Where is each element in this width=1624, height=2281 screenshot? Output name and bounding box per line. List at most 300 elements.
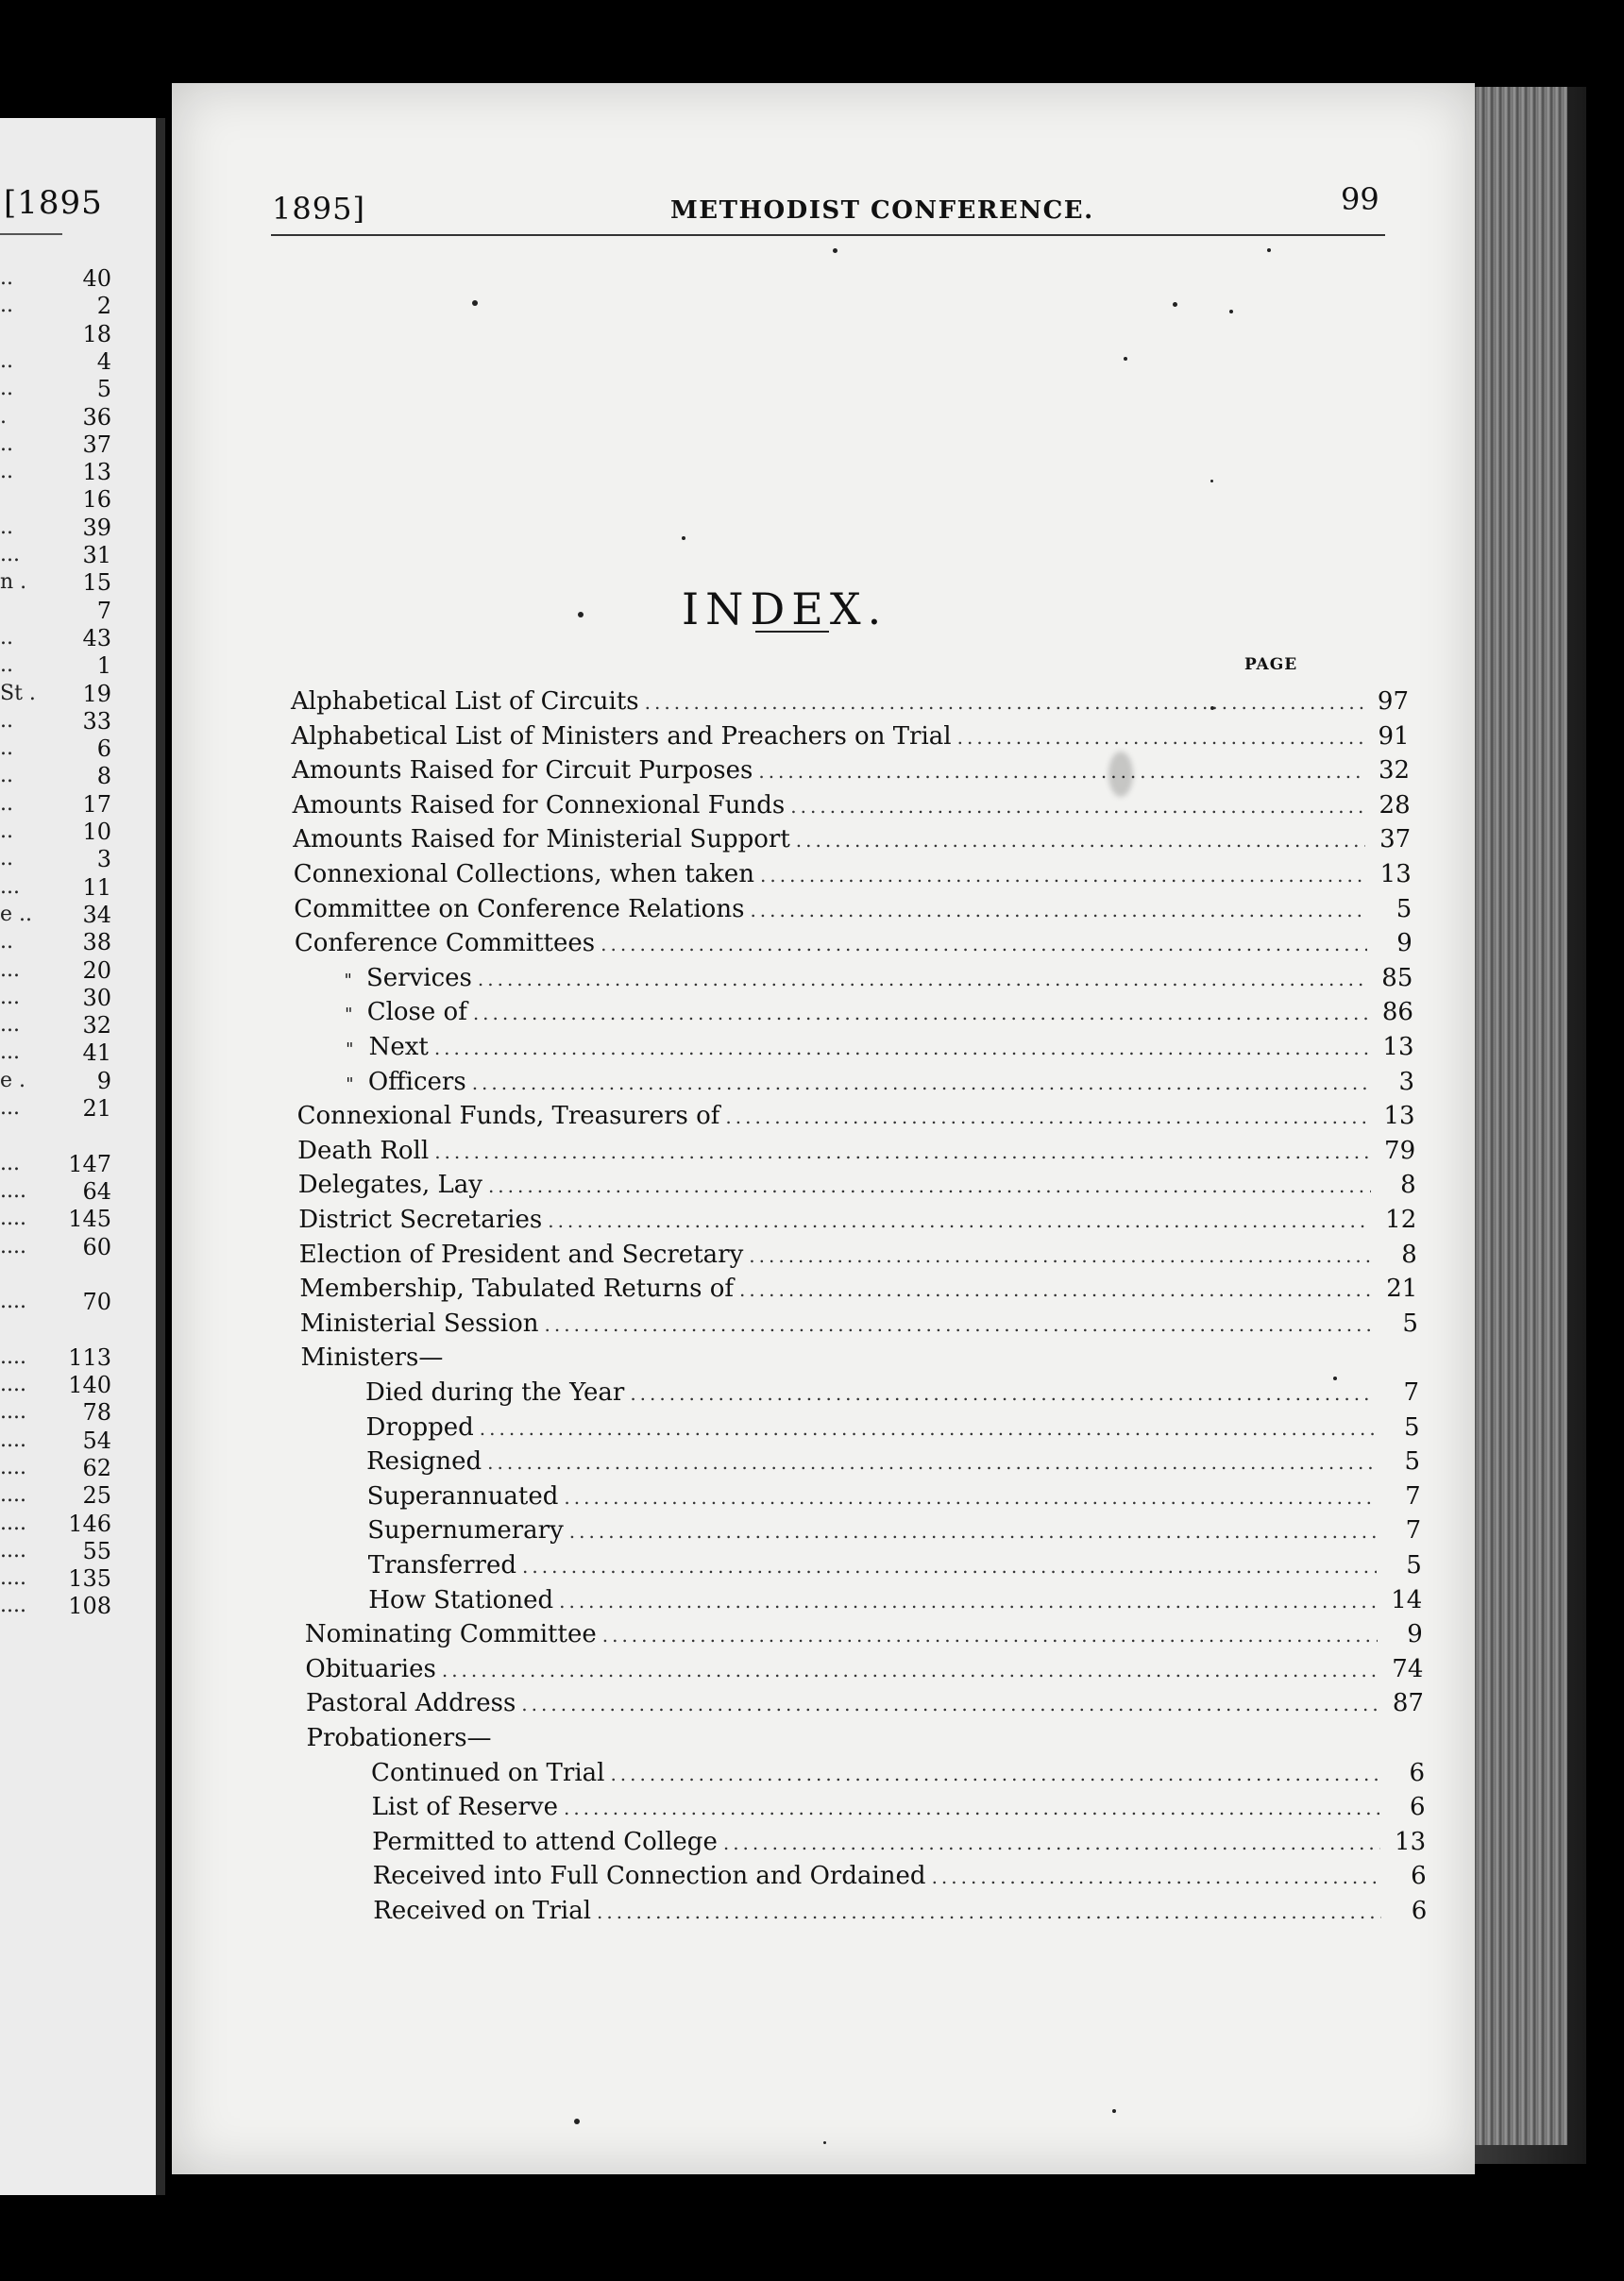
- index-entry-page: 6: [1411, 1897, 1428, 1925]
- left-page-row-prefix: ..: [0, 708, 13, 733]
- left-page-row-prefix: n .: [0, 570, 27, 595]
- index-entry: [371, 1759, 1425, 1791]
- left-page-row-prefix: ..: [0, 736, 13, 761]
- dot-leader: [749, 1244, 1372, 1267]
- ink-smudge: [1108, 752, 1133, 797]
- left-page-row-number: 30: [82, 984, 111, 1011]
- dot-leader: [957, 726, 1364, 749]
- index-entry-page: 7: [1403, 1378, 1419, 1407]
- left-page-row: [0, 1150, 111, 1178]
- left-page-row-number: 60: [82, 1233, 111, 1260]
- dot-leader: [522, 1555, 1377, 1578]
- dot-leader: [601, 933, 1367, 955]
- left-page-row: [0, 458, 111, 486]
- left-page-row-prefix: [0, 1122, 74, 1150]
- left-facing-page: [0, 118, 165, 2195]
- index-entry-label: Committee on Conference Relations: [294, 894, 745, 923]
- left-page-row-number: 38: [82, 929, 111, 956]
- index-entry-page: 14: [1391, 1585, 1423, 1614]
- index-entry-page: 97: [1377, 687, 1409, 716]
- index-entry-page: 5: [1406, 1551, 1422, 1580]
- left-page-row: [0, 1564, 111, 1593]
- index-entry: [368, 1586, 1422, 1618]
- left-page-row-prefix: ...: [0, 1151, 20, 1175]
- index-entry-page: 7: [1405, 1516, 1422, 1546]
- index-entry-label: Connexional Funds, Treasurers of: [296, 1102, 720, 1131]
- dot-leader: [630, 1382, 1374, 1405]
- dust-speck: [1112, 2109, 1116, 2113]
- index-entry-label: Dropped: [365, 1412, 474, 1442]
- dust-speck: [682, 536, 685, 540]
- index-entry: [373, 1862, 1427, 1894]
- index-entry-page: 86: [1381, 998, 1413, 1027]
- left-page-row: [0, 320, 111, 348]
- left-page-row-prefix: ...: [0, 1013, 20, 1038]
- index-entry: [300, 1343, 1418, 1376]
- left-page-row-prefix: ..: [0, 460, 13, 484]
- left-page-row: [0, 1398, 111, 1427]
- dot-leader: [480, 1417, 1375, 1440]
- left-page-row-number: 20: [82, 956, 111, 984]
- ditto-mark: ": [344, 970, 352, 990]
- index-entry-label: Pastoral Address: [305, 1689, 516, 1718]
- left-page-row-number: 6: [96, 735, 111, 763]
- left-page-row-prefix: ....: [0, 1178, 26, 1203]
- left-page-row: [0, 541, 111, 569]
- left-page-row: [0, 375, 111, 403]
- dust-speck: [1124, 357, 1127, 361]
- index-entry-page: 21: [1386, 1275, 1418, 1304]
- left-page-row-number: 9: [96, 1067, 111, 1094]
- left-page-row-prefix: ....: [0, 1511, 26, 1535]
- left-page-row-number: 135: [68, 1565, 111, 1593]
- left-page-row: [0, 1011, 111, 1039]
- left-page-row-number: 37: [82, 431, 111, 458]
- left-page-row-prefix: ....: [0, 1594, 26, 1618]
- left-page-row-prefix: ..: [0, 847, 13, 871]
- left-page-row: [0, 347, 111, 376]
- left-page-row-number: 64: [82, 1177, 111, 1205]
- left-page-row: [0, 1454, 111, 1482]
- left-page-row-prefix: ....: [0, 1428, 26, 1452]
- left-page-row-prefix: ....: [0, 1234, 26, 1259]
- dust-speck: [1267, 248, 1271, 252]
- left-page-row: [0, 597, 111, 625]
- page-column-label: PAGE: [1244, 655, 1298, 674]
- index-entry: [373, 1897, 1427, 1929]
- header-year: 1895]: [272, 191, 365, 227]
- left-page-row-number: 140: [68, 1372, 111, 1398]
- index-entry-label: Amounts Raised for Ministerial Support: [293, 825, 790, 854]
- left-page-row: [0, 1343, 111, 1372]
- left-page-row: [0, 624, 111, 652]
- index-entry-page: 13: [1382, 1033, 1414, 1061]
- dot-leader: [725, 1106, 1369, 1128]
- dot-leader: [548, 1209, 1371, 1232]
- index-entry-label: Received on Trial: [373, 1897, 592, 1925]
- index-entry-page: 85: [1381, 963, 1413, 992]
- dust-speck: [823, 2141, 826, 2144]
- left-page-row-number: 16: [82, 486, 111, 514]
- left-page-row: [0, 1592, 111, 1620]
- left-page-row-prefix: ...: [0, 543, 20, 566]
- left-page-row-prefix: ...: [0, 1096, 20, 1120]
- index-entry: [372, 1828, 1426, 1860]
- left-page-row: [0, 1537, 111, 1565]
- left-page-row-prefix: ...: [0, 874, 20, 899]
- left-page-row-prefix: ..: [0, 377, 13, 401]
- index-entry-label: Nominating Committee: [304, 1620, 597, 1649]
- left-page-row: [0, 680, 111, 708]
- dot-leader: [597, 1901, 1381, 1923]
- left-page-rule: [0, 233, 62, 235]
- left-page-row-number: 19: [82, 680, 111, 707]
- index-entry: [300, 1309, 1418, 1342]
- left-page-row: [0, 1315, 111, 1343]
- index-entry-label: How Stationed: [368, 1585, 554, 1614]
- index-entry-label: Conference Committees: [294, 929, 596, 958]
- index-entry: [297, 1137, 1415, 1169]
- left-page-row-prefix: ..: [0, 515, 13, 539]
- left-page-row: [0, 568, 111, 597]
- dust-speck: [1173, 302, 1177, 307]
- left-page-row-prefix: [0, 597, 74, 625]
- left-page-row-prefix: ....: [0, 1538, 26, 1563]
- left-page-row: [0, 1039, 111, 1067]
- header-title: METHODIST CONFERENCE.: [670, 196, 1094, 225]
- index-entry: [297, 1102, 1415, 1134]
- index-entry-label: Membership, Tabulated Returns of: [299, 1275, 735, 1304]
- left-page-row: [0, 1233, 111, 1261]
- dot-leader: [760, 864, 1366, 887]
- left-page-row-number: 5: [96, 376, 111, 403]
- index-entry: [366, 1447, 1420, 1479]
- index-entry-label: Connexional Collections, when taken: [293, 860, 755, 888]
- dot-leader: [790, 795, 1364, 818]
- left-page-row-prefix: ..: [0, 294, 13, 318]
- left-page-row-number: 13: [82, 459, 111, 486]
- left-page-row-number: 3: [96, 846, 111, 873]
- left-page-row: [0, 264, 111, 293]
- left-page-row-number: 39: [82, 514, 111, 541]
- left-page-row: [0, 818, 111, 846]
- index-entry-page: 5: [1404, 1447, 1421, 1477]
- index-page: [172, 83, 1475, 2174]
- index-entry-page: 12: [1385, 1206, 1417, 1234]
- left-page-row: [0, 1371, 111, 1399]
- index-entry-page: 8: [1400, 1171, 1416, 1200]
- left-page-row-number: 113: [68, 1343, 111, 1371]
- left-page-row: [0, 431, 111, 459]
- index-entry-label: Amounts Raised for Connexional Funds: [292, 790, 786, 819]
- dot-leader: [610, 1763, 1379, 1785]
- dot-leader: [796, 829, 1365, 852]
- left-page-row-number: 21: [82, 1095, 111, 1122]
- dot-leader: [569, 1520, 1376, 1543]
- index-entry: [293, 825, 1411, 857]
- index-entry-label: Resigned: [366, 1447, 482, 1477]
- left-page-row: [0, 403, 111, 431]
- index-entry-label: Next: [368, 1033, 429, 1061]
- dot-leader: [932, 1866, 1381, 1888]
- header-page-number: 99: [1341, 181, 1379, 217]
- index-entry-page: 28: [1379, 790, 1411, 819]
- index-entry: [299, 1241, 1417, 1273]
- left-page-row: [0, 1067, 111, 1095]
- dot-leader: [564, 1486, 1375, 1509]
- index-entry: [298, 1206, 1416, 1238]
- dot-leader: [564, 1797, 1380, 1819]
- index-entry: [368, 1551, 1422, 1583]
- left-page-row-prefix: ....: [0, 1373, 26, 1396]
- left-page-row-prefix: ....: [0, 1400, 26, 1425]
- left-page-row: [0, 1510, 111, 1538]
- index-entry: [366, 1413, 1420, 1445]
- left-page-row-number: 70: [82, 1289, 111, 1316]
- left-page-row: [0, 1481, 111, 1510]
- left-page-row-number: 25: [82, 1482, 111, 1510]
- index-entry-label: Officers: [367, 1067, 466, 1096]
- index-entry-label: District Secretaries: [298, 1206, 543, 1234]
- index-entry-label: Permitted to attend College: [372, 1827, 718, 1856]
- left-page-row-prefix: ....: [0, 1566, 26, 1591]
- left-page-year: [1895: [4, 184, 103, 222]
- index-entry: [292, 756, 1410, 788]
- left-page-row-prefix: [0, 1315, 74, 1343]
- dot-leader: [645, 691, 1363, 714]
- dot-leader: [750, 899, 1366, 921]
- left-page-row: [0, 762, 111, 790]
- left-page-row-number: 146: [68, 1510, 111, 1537]
- index-entry: [306, 1689, 1424, 1721]
- index-entry: [299, 1275, 1417, 1307]
- index-entry-page: 87: [1392, 1689, 1424, 1718]
- left-page-row-number: 33: [82, 707, 111, 735]
- left-page-row: [0, 651, 111, 680]
- index-entry-label: Probationers—: [306, 1724, 492, 1752]
- left-page-row-number: 55: [82, 1537, 111, 1564]
- left-page-row-number: 7: [96, 597, 111, 624]
- left-page-row-number: 43: [82, 624, 111, 651]
- left-page-row: [0, 1260, 111, 1289]
- index-entry-label: Died during the Year: [365, 1378, 625, 1407]
- index-entry-page: 5: [1396, 894, 1413, 923]
- index-entry-page: 37: [1379, 825, 1412, 854]
- left-page-row: [0, 984, 111, 1012]
- left-page-row-prefix: e ..: [0, 902, 32, 926]
- title-rule: [755, 631, 829, 633]
- dust-speck: [1210, 706, 1214, 710]
- index-entry: [291, 687, 1409, 719]
- left-page-row-number: 34: [82, 901, 111, 928]
- index-entry-page: 13: [1383, 1102, 1415, 1131]
- dot-leader: [472, 1072, 1369, 1094]
- left-page-row: [0, 873, 111, 902]
- running-head: [266, 181, 1446, 234]
- index-entry-page: 9: [1407, 1620, 1423, 1649]
- dot-leader: [545, 1313, 1373, 1336]
- index-entry-label: List of Reserve: [371, 1793, 558, 1822]
- left-page-row-prefix: [0, 1260, 74, 1289]
- index-entry-page: 32: [1379, 756, 1411, 786]
- index-title: INDEX.: [682, 583, 888, 634]
- left-page-row-number: 8: [96, 763, 111, 790]
- left-page-row-number: 18: [82, 320, 111, 347]
- index-entry-label: Supernumerary: [367, 1516, 564, 1546]
- left-page-row-prefix: ..: [0, 930, 13, 955]
- left-page-row: [0, 735, 111, 763]
- index-entry: [305, 1620, 1423, 1652]
- dot-leader: [434, 1037, 1369, 1059]
- dust-speck: [833, 248, 837, 253]
- index-entry-page: 9: [1396, 929, 1413, 958]
- index-entry-label: Ministerial Session: [299, 1309, 539, 1338]
- index-entry: [294, 860, 1412, 892]
- left-page-row-prefix: ..: [0, 348, 13, 373]
- index-entry-page: 6: [1409, 1758, 1426, 1787]
- dot-leader: [559, 1590, 1377, 1613]
- index-entry-label: Superannuated: [366, 1481, 559, 1511]
- left-page-row-prefix: ....: [0, 1483, 26, 1508]
- left-page-row-prefix: ..: [0, 819, 13, 843]
- left-page-row-prefix: ..: [0, 266, 13, 290]
- ditto-mark: ": [346, 1073, 354, 1094]
- dot-leader: [434, 1140, 1370, 1163]
- index-entry-page: 6: [1410, 1793, 1426, 1822]
- index-entry-page: 13: [1395, 1827, 1427, 1856]
- left-page-row: [0, 928, 111, 956]
- left-page-row-prefix: ..: [0, 431, 13, 456]
- index-entry-label: Death Roll: [297, 1136, 430, 1165]
- index-entry: [367, 1516, 1421, 1548]
- index-entry: [305, 1655, 1423, 1687]
- index-entry-page: 3: [1398, 1067, 1415, 1096]
- index-entry-label: Alphabetical List of Ministers and Preachers on Trial: [291, 721, 952, 751]
- left-page-row-number: 41: [82, 1039, 111, 1067]
- left-page-row: [0, 901, 111, 929]
- index-entry-page: 5: [1402, 1309, 1418, 1338]
- left-page-row-number: 31: [82, 542, 111, 568]
- header-rule: [271, 234, 1385, 236]
- left-page-row-prefix: [0, 485, 74, 514]
- left-page-row-number: 32: [82, 1012, 111, 1039]
- dust-speck: [472, 300, 478, 306]
- left-page-row-prefix: ...: [0, 1040, 20, 1065]
- index-entry: [294, 895, 1412, 927]
- left-page-row: [0, 485, 111, 514]
- left-page-row-number: [74, 1260, 111, 1289]
- left-page-row-number: 78: [82, 1399, 111, 1427]
- index-entry-page: 5: [1404, 1412, 1420, 1442]
- dot-leader: [758, 760, 1364, 783]
- left-page-row-prefix: .: [0, 404, 7, 429]
- index-entry: [365, 1378, 1419, 1411]
- left-page-row-number: 10: [82, 819, 111, 845]
- left-page-row-number: 108: [68, 1593, 111, 1620]
- left-page-row: [0, 956, 111, 985]
- left-page-row-prefix: ..: [0, 653, 13, 678]
- dust-speck: [1229, 310, 1233, 313]
- index-entry: [293, 791, 1411, 823]
- left-page-row: [0, 1122, 111, 1150]
- index-entry-page: 8: [1401, 1240, 1417, 1269]
- left-page-row-prefix: St .: [0, 681, 36, 705]
- left-page-row-number: 4: [96, 347, 111, 375]
- index-entry-page: 6: [1411, 1862, 1427, 1891]
- left-page-row-prefix: ....: [0, 1207, 26, 1231]
- index-entry: [339, 998, 1413, 1030]
- dust-speck: [574, 2119, 580, 2124]
- left-page-row: [0, 514, 111, 542]
- left-page-row: [0, 845, 111, 873]
- index-entry-label: Election of President and Secretary: [298, 1240, 744, 1269]
- left-page-row-prefix: e .: [0, 1068, 26, 1092]
- left-page-row-prefix: ...: [0, 957, 20, 982]
- left-page-row: [0, 1427, 111, 1455]
- dot-leader: [723, 1832, 1380, 1854]
- index-entry: [367, 1482, 1421, 1514]
- left-page-row-number: 11: [82, 873, 111, 901]
- left-page-row: [0, 1177, 111, 1206]
- index-entry-label: Alphabetical List of Circuits: [291, 687, 639, 716]
- left-page-row-number: 17: [82, 790, 111, 818]
- left-page-row-prefix: ...: [0, 985, 20, 1009]
- index-entry-page: 74: [1392, 1654, 1424, 1683]
- left-page-row: [0, 790, 111, 819]
- left-page-row: [0, 292, 111, 320]
- left-page-row: [0, 1205, 111, 1233]
- index-entry-label: Delegates, Lay: [297, 1171, 482, 1200]
- left-page-row: [0, 1288, 111, 1316]
- left-page-row-prefix: [0, 320, 74, 348]
- dot-leader: [487, 1451, 1375, 1474]
- index-entry: [295, 929, 1413, 961]
- left-page-row-prefix: ..: [0, 625, 13, 650]
- index-entry-label: Services: [365, 963, 472, 992]
- index-entry-page: 7: [1405, 1481, 1421, 1511]
- dot-leader: [442, 1659, 1379, 1681]
- index-entry: [340, 1068, 1414, 1100]
- left-page-row-number: [74, 1122, 111, 1150]
- ditto-mark: ": [345, 1005, 353, 1025]
- index-entry: [340, 1033, 1414, 1065]
- left-page-row-prefix: ....: [0, 1290, 26, 1314]
- left-page-row-prefix: ....: [0, 1455, 26, 1479]
- index-entry-page: 79: [1384, 1136, 1416, 1165]
- index-entry-label: Received into Full Connection and Ordained: [372, 1862, 926, 1891]
- left-page-row-number: 1: [96, 652, 111, 680]
- dust-speck: [1210, 480, 1213, 482]
- dot-leader: [521, 1693, 1379, 1715]
- index-entry-label: Continued on Trial: [371, 1758, 605, 1787]
- left-page-row-number: 2: [96, 293, 111, 320]
- left-page-row-number: 40: [82, 265, 111, 292]
- index-entry: [372, 1793, 1426, 1825]
- index-entry: [338, 964, 1413, 996]
- index-entry-label: Ministers—: [300, 1343, 444, 1373]
- ditto-mark: ": [346, 1039, 354, 1059]
- index-entry-page: 91: [1378, 721, 1410, 751]
- index-entry-page: 13: [1379, 860, 1412, 888]
- left-page-row-number: 36: [82, 403, 111, 431]
- left-page-row-prefix: ..: [0, 764, 13, 788]
- left-page-row: [0, 1094, 111, 1123]
- left-page-row-number: 145: [68, 1206, 111, 1233]
- dust-speck: [1333, 1377, 1337, 1380]
- dot-leader: [488, 1174, 1371, 1197]
- dot-leader: [739, 1278, 1372, 1301]
- left-page-row-prefix: ....: [0, 1344, 26, 1369]
